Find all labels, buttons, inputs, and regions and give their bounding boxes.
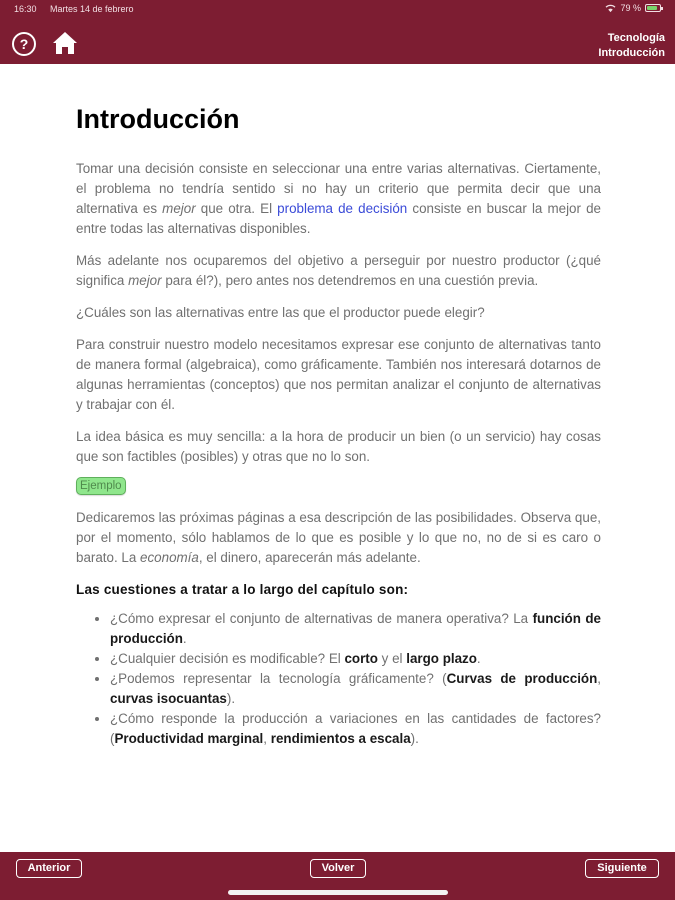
list-item-text: y el: [377, 651, 407, 666]
list-item-text: ,: [263, 731, 271, 746]
list-item-term: Curvas de producción: [446, 671, 598, 686]
p6-text-b: , el dinero, aparecerán más adelante.: [198, 550, 421, 565]
previous-button[interactable]: Anterior: [16, 859, 82, 878]
wifi-icon: [605, 4, 616, 13]
example-button[interactable]: Ejemplo: [76, 477, 126, 495]
status-bar: [0, 0, 675, 18]
p1-emphasis: mejor: [162, 201, 196, 216]
p6-emphasis: economía: [140, 550, 199, 565]
decision-problem-link[interactable]: problema de decisión: [277, 201, 408, 216]
list-item-text: ,: [597, 671, 602, 686]
topics-list: [76, 609, 601, 749]
paragraph-1: [76, 159, 601, 239]
battery-icon: [645, 4, 661, 12]
p2-emphasis: mejor: [128, 273, 162, 288]
list-item-term: largo plazo: [406, 651, 477, 666]
list-item-text: .: [476, 651, 481, 666]
article-content: [76, 104, 601, 749]
p1-text-a: Tomar una decisión consiste en seleccionar una entre varias alternativas. Ciertamente, el problema no tendría sentido si no hay un criterio que permita decir que una alternativa es: [76, 161, 601, 216]
list-item-term: Productividad marginal: [114, 731, 264, 746]
list-item-text: ¿Podemos representar la tecnología gráficamente? (: [110, 671, 447, 686]
list-item-text: ¿Cualquier decisión es modificable? El: [110, 651, 345, 666]
list-item-term: curvas isocuantas: [110, 691, 227, 706]
help-button[interactable]: [12, 32, 36, 56]
list-item-text: ).: [226, 691, 236, 706]
list-item-text: .: [182, 631, 187, 646]
battery-percent: 79 %: [620, 3, 641, 13]
paragraph-2: [76, 251, 601, 291]
list-item-text: ¿Cómo expresar el conjunto de alternativas de manera operativa? La: [110, 611, 533, 626]
status-date: Martes 14 de febrero: [50, 4, 134, 14]
status-indicators: [605, 3, 661, 13]
paragraph-6: [76, 508, 601, 568]
back-button[interactable]: Volver: [310, 859, 366, 878]
section-title-line2: Introducción: [598, 47, 665, 59]
list-item-term: función de producción: [110, 611, 601, 646]
section-title: [598, 31, 665, 61]
list-item-text: ¿Cómo responde la producción a variaciones en las cantidades de factores? (: [110, 711, 601, 746]
list-item: [110, 669, 601, 709]
list-item: [110, 609, 601, 649]
p1-text-c: consiste en buscar la mejor de entre todas las alternativas disponibles.: [76, 201, 601, 236]
p2-text-a: Más adelante nos ocuparemos del objetivo a perseguir por nuestro productor (¿qué significa: [76, 253, 601, 288]
p2-text-b: para él?), pero antes nos detendremos en una cuestión previa.: [161, 273, 539, 288]
list-item-term: corto: [344, 651, 378, 666]
next-button[interactable]: Siguiente: [585, 859, 659, 878]
status-time: 16:30: [14, 4, 37, 14]
paragraph-4: Para construir nuestro modelo necesitamos expresar ese conjunto de alternativas tanto de manera formal (algebraica), como gráficamente. También nos interesará dotarnos de algunas herramientas (conceptos) que nos permitan analizar el conjunto de alternativas y trabajar con él.: [76, 337, 601, 412]
p6-text-a: Dedicaremos las próximas páginas a esa descripción de las posibilidades. Observa que, por el momento, sólo hablamos de lo que es posible y lo que no, no de si es caro o barato. La: [76, 510, 601, 565]
paragraph-3: ¿Cuáles son las alternativas entre las que el productor puede elegir?: [76, 305, 485, 320]
page-title: Introducción: [76, 104, 240, 134]
home-icon[interactable]: [52, 31, 78, 55]
section-title-line1: Tecnología: [607, 32, 665, 44]
topics-heading: Las cuestiones a tratar a lo largo del capítulo son:: [76, 582, 409, 597]
p1-text-b: que otra. El: [195, 201, 278, 216]
paragraph-5: La idea básica es muy sencilla: a la hora de producir un bien (o un servicio) hay cosas que son factibles (posibles) y otras que no lo son.: [76, 429, 601, 464]
list-item: [110, 649, 601, 669]
list-item-term: rendimientos a escala: [270, 731, 411, 746]
question-icon: ?: [19, 36, 29, 52]
top-bar: [0, 0, 675, 64]
bottom-bar: [0, 852, 675, 900]
home-indicator[interactable]: [228, 890, 448, 895]
list-item-text: ).: [410, 731, 419, 746]
list-item: [110, 709, 601, 749]
